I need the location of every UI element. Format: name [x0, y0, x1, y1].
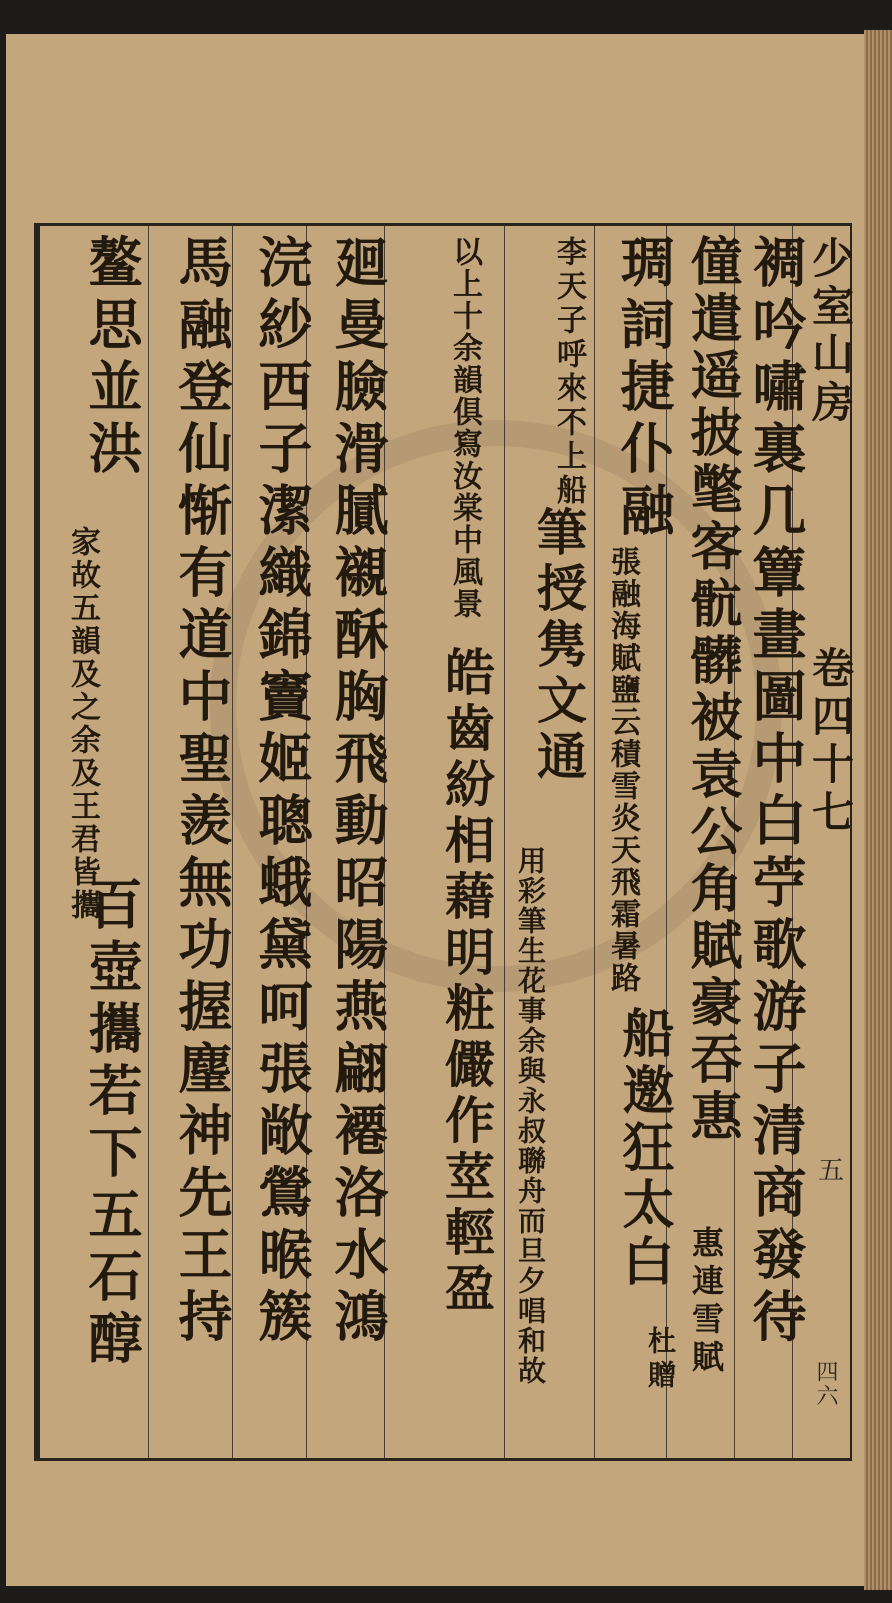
header-volume: 卷四十七 — [806, 646, 855, 838]
column-note-text: 杜贈 — [644, 1326, 677, 1394]
text-column-6 — [312, 226, 390, 1458]
column-note-text: 家故五韻及之余及王君皆攜 — [65, 526, 100, 922]
text-column-5 — [390, 226, 500, 1458]
column-note-text: 李天子呼來不上船 — [551, 236, 586, 508]
column-main-text: 百壺攜若下五石醇 — [80, 876, 144, 1372]
column-main-text: 裯吟嘯裏几簟畫圖中白苧歌游子清商發待 — [744, 234, 808, 1350]
text-column-3 — [600, 226, 677, 1458]
column-rule — [504, 226, 505, 1458]
column-note-text: 以上十余韻俱寫汝棠中風景 — [447, 236, 482, 620]
page-edges — [864, 30, 892, 1590]
column-note-text: 用彩筆生花事余與永叔聯舟而旦夕唱和故 — [514, 846, 547, 1386]
column-main-text: 筆授隽文通 — [529, 506, 588, 786]
text-column-4 — [510, 226, 590, 1458]
column-main-text: 皓齒紛相藉明粧儼作莖輕盈 — [437, 646, 496, 1318]
column-main-text: 浣紗西子潔織錦竇姬聰蛾黛呵張敞鶯㬋簇 — [250, 234, 314, 1350]
column-main-text: 馬融登仙惭有道中聖羨無功握麈神先王持 — [170, 234, 234, 1350]
column-main-text: 鳌思並洪 — [80, 234, 144, 482]
page-number: 四六 — [813, 1360, 838, 1408]
column-rule — [594, 226, 595, 1458]
text-column-7 — [238, 226, 314, 1458]
text-frame — [34, 223, 855, 1461]
header-title: 少室山房 — [806, 236, 855, 428]
text-column-8 — [154, 226, 234, 1458]
column-main-text: 船邀狂太白 — [613, 1006, 674, 1291]
column-note-text: 惠連雪賦 — [687, 1226, 725, 1378]
column-main-text: 琱詞捷仆融 — [612, 234, 676, 544]
column-note-text: 張融海賦鹽云積雪炎天飛霜暑路 — [605, 546, 640, 994]
column-main-text: 僮遣遥披氅客骯髒被袁公角賦豪吞惠 — [681, 234, 742, 1146]
text-column-9 — [60, 226, 146, 1458]
leaf-number: 五 — [818, 1156, 845, 1186]
column-main-text: 廻曼臉滑膩襯酥胸飛動昭陽燕翩褼洛水鴻 — [326, 234, 390, 1350]
